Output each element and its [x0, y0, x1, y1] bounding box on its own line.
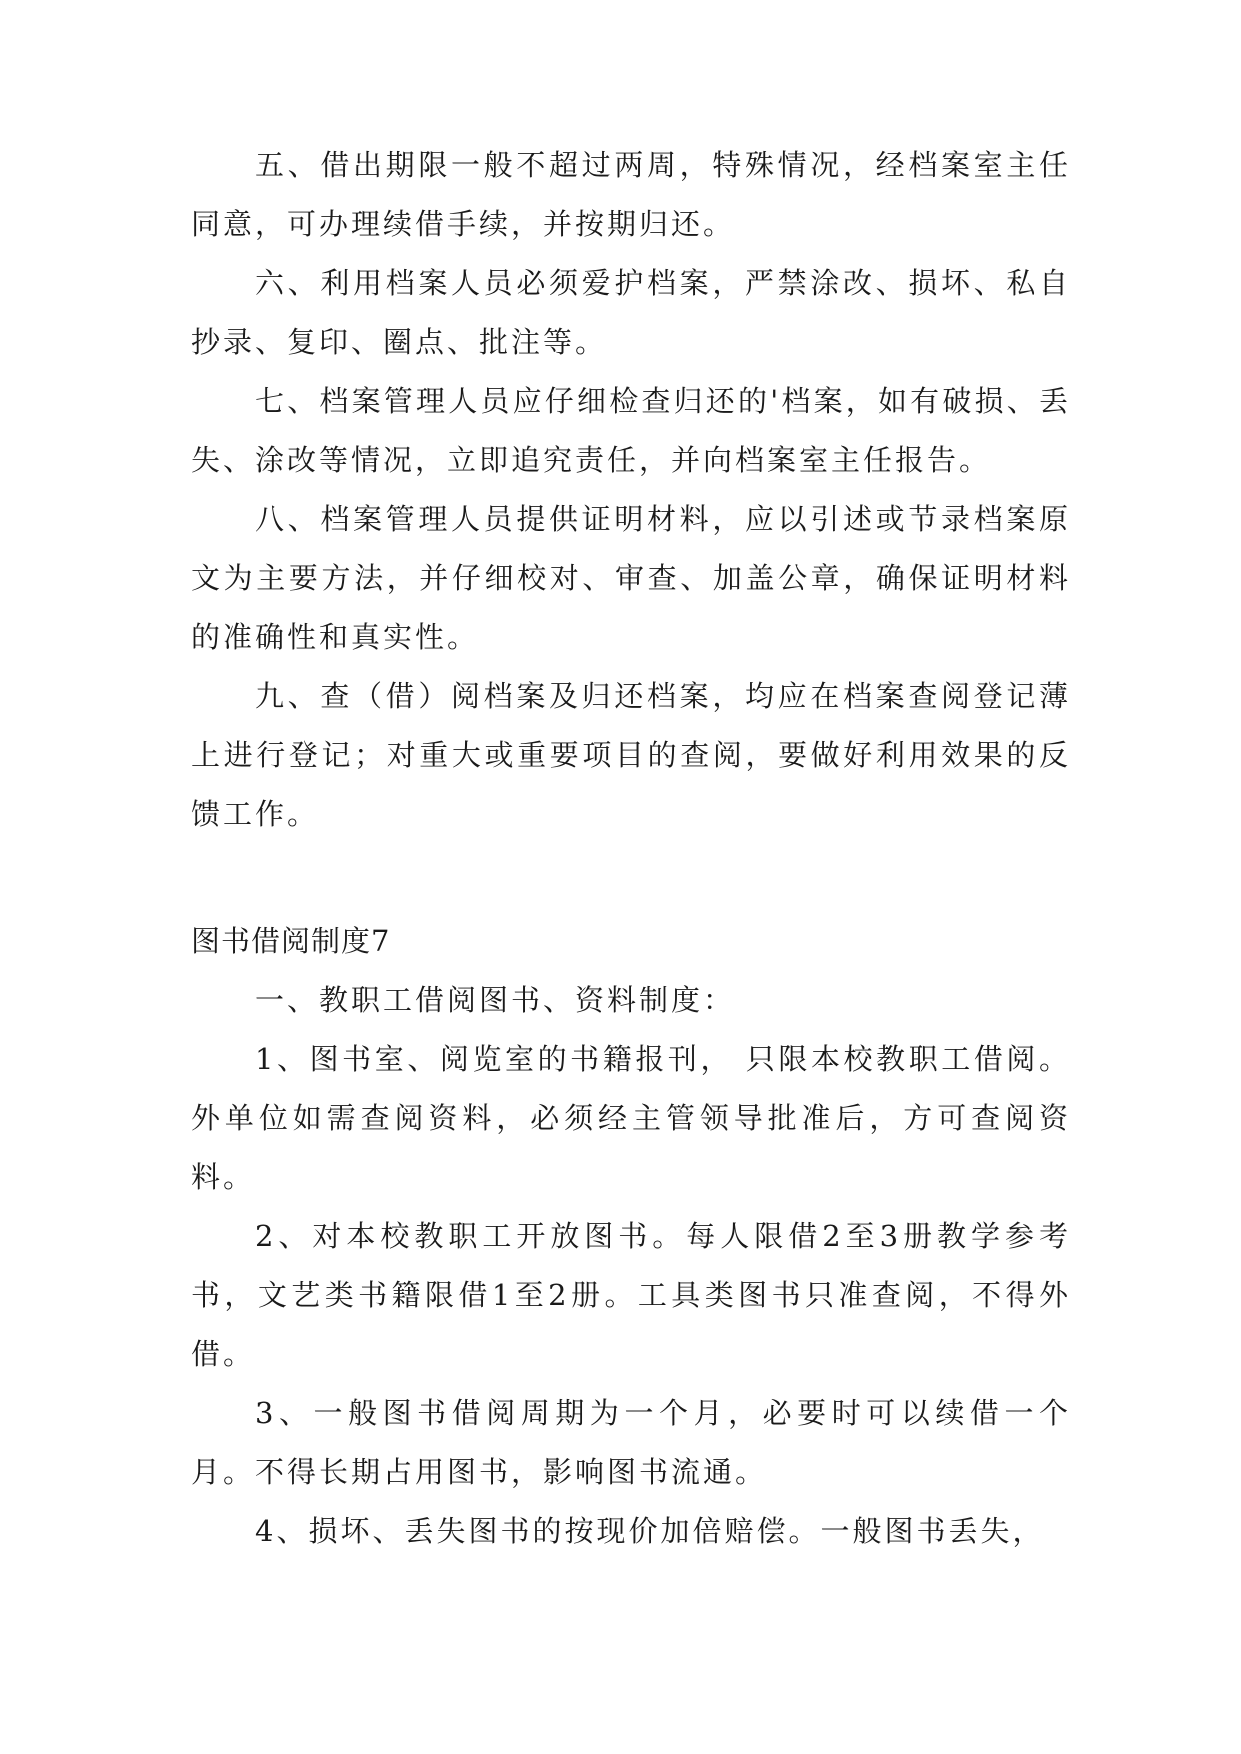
rule-3: 3、一般图书借阅周期为一个月，必要时可以续借一个月。不得长期占用图书，影响图书流通。 — [191, 1396, 1071, 1489]
section-title: 图书借阅制度7 — [191, 924, 391, 958]
rule-2: 2、对本校教职工开放图书。每人限借2至3册教学参考书，文艺类书籍限借1至2册。工具类图书只准查阅，不得外借。 — [191, 1219, 1071, 1371]
paragraph-5: 五、借出期限一般不超过两周，特殊情况，经档案室主任同意，可办理续借手续，并按期归还。 — [191, 148, 1071, 241]
rule-4: 4、损坏、丢失图书的按现价加倍赔偿。一般图书丢失， — [255, 1514, 1045, 1548]
rule-1: 1、图书室、阅览室的书籍报刊， 只限本校教职工借阅。外单位如需查阅资料，必须经主管领导批准后，方可查阅资料。 — [191, 1042, 1071, 1194]
paragraph-7: 七、档案管理人员应仔细检查归还的'档案，如有破损、丢失、涂改等情况，立即追究责任，并向档案室主任报告。 — [191, 384, 1071, 477]
paragraph-9: 九、查（借）阅档案及归还档案，均应在档案查阅登记薄上进行登记；对重大或重要项目的查阅，要做好利用效果的反馈工作。 — [191, 679, 1071, 831]
paragraph-6: 六、利用档案人员必须爱护档案，严禁涂改、损坏、私自抄录、复印、圈点、批注等。 — [191, 266, 1071, 359]
rule-intro: 一、教职工借阅图书、资料制度： — [255, 983, 736, 1017]
paragraph-8: 八、档案管理人员提供证明材料，应以引述或节录档案原文为主要方法，并仔细校对、审查、加盖公章，确保证明材料的准确性和真实性。 — [191, 502, 1071, 654]
